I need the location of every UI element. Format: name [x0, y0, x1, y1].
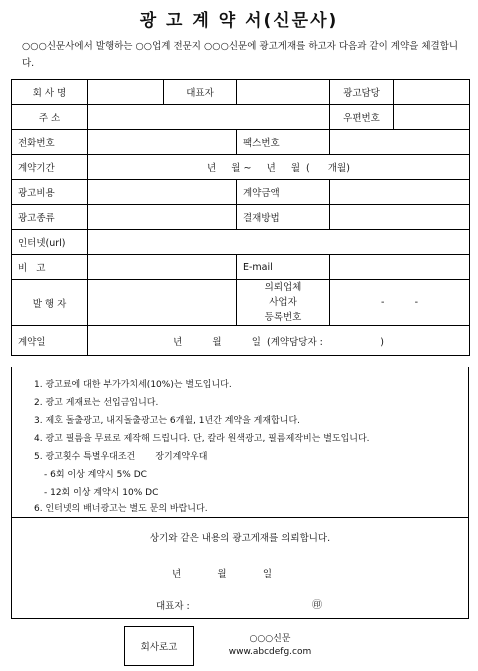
note-item: 6. 인터넷의 배너광고는 별도 문의 바랍니다.	[34, 504, 208, 514]
client-reg-line: 등록번호	[264, 312, 302, 323]
publisher-label: 발 행 자	[12, 280, 88, 326]
contract-date-field[interactable]: 년 월 일 (계약담당자 : )	[88, 326, 470, 356]
postal-code-label: 우편번호	[330, 105, 394, 130]
address-label: 주 소	[12, 105, 88, 130]
table-row	[12, 326, 470, 356]
address-field[interactable]	[88, 105, 330, 130]
terms-notes	[11, 367, 469, 518]
signature-section	[11, 518, 469, 619]
client-reg-line: 사업자	[269, 297, 297, 308]
seal-icon: ㊞	[312, 600, 322, 611]
note-item: 4. 광고 필름을 무료로 제작해 드립니다. 단, 칼라 원색광고, 필름제작비는 별도입니다.	[34, 434, 370, 444]
table-row	[12, 105, 470, 130]
ad-manager-label: 광고담당	[330, 80, 394, 105]
contract-amount-field[interactable]	[330, 180, 470, 205]
company-logo-box: 회사로고	[124, 626, 194, 666]
closing-statement: 상기와 같은 내용의 광고게재를 의뢰합니다.	[149, 533, 331, 544]
company-name-field[interactable]	[88, 80, 164, 105]
note-item: 5. 광고횟수 특별우대조건 장기계약우대	[34, 452, 208, 462]
contract-amount-label: 계약금액	[237, 180, 330, 205]
contract-form-table	[11, 79, 470, 356]
phone-label: 전화번호	[12, 130, 88, 155]
table-row	[12, 80, 470, 105]
fax-field[interactable]	[330, 130, 470, 155]
internet-url-label: 인터넷(url)	[12, 230, 88, 255]
payment-method-label: 결재방법	[237, 205, 330, 230]
table-row	[12, 130, 470, 155]
table-row	[12, 180, 470, 205]
company-name-label: 회 사 명	[12, 80, 88, 105]
date-line[interactable]: 년 월 일	[172, 569, 273, 580]
business-reg-number-field[interactable]: - -	[330, 280, 470, 326]
intro-text: ○○○신문사에서 발행하는 ○○업계 전문지 ○○○신문에 광고게재를 하고자 다음과 같이 계약을 체결합니다.	[22, 41, 459, 69]
remarks-label: 비 고	[12, 255, 88, 280]
email-field[interactable]	[330, 255, 470, 280]
remarks-field[interactable]	[88, 255, 237, 280]
payment-method-field[interactable]	[330, 205, 470, 230]
contract-date-label: 계약일	[12, 326, 88, 356]
postal-code-field[interactable]	[394, 105, 470, 130]
client-reg-line: 의뢰업체	[264, 282, 302, 293]
internet-url-field[interactable]	[88, 230, 470, 255]
ad-cost-label: 광고비용	[12, 180, 88, 205]
client-business-reg-label	[237, 280, 330, 326]
table-row	[12, 255, 470, 280]
document-title: 광 고 계 약 서(신문사)	[139, 11, 339, 31]
table-row	[12, 155, 470, 180]
table-row	[12, 230, 470, 255]
representative-field[interactable]	[237, 80, 330, 105]
publisher-field[interactable]	[88, 280, 237, 326]
representative-label: 대표자	[164, 80, 237, 105]
contract-period-label: 계약기간	[12, 155, 88, 180]
contract-period-field[interactable]: 년 월 ~ 년 월 ( 개월)	[88, 155, 470, 180]
company-name: ○○○신문	[249, 634, 291, 644]
note-item: 1. 광고료에 대한 부가가치세(10%)는 별도입니다.	[34, 380, 232, 390]
ad-type-label: 광고종류	[12, 205, 88, 230]
phone-field[interactable]	[88, 130, 237, 155]
note-sub-item: - 6회 이상 계약시 5% DC	[44, 470, 147, 480]
ad-manager-field[interactable]	[394, 80, 470, 105]
email-label: E-mail	[237, 255, 330, 280]
note-item: 3. 제호 돌출광고, 내지돌출광고는 6개월, 1년간 계약을 게재합니다.	[34, 416, 300, 426]
note-sub-item: - 12회 이상 계약시 10% DC	[44, 488, 159, 498]
company-info	[225, 633, 315, 659]
ad-cost-field[interactable]	[88, 180, 237, 205]
ad-type-field[interactable]	[88, 205, 237, 230]
note-item: 2. 광고 게재료는 선입금입니다.	[34, 398, 159, 408]
table-row	[12, 280, 470, 326]
fax-label: 팩스번호	[237, 130, 330, 155]
table-row	[12, 205, 470, 230]
representative-sign-label: 대표자 :	[156, 601, 190, 612]
company-website[interactable]: www.abcdefg.com	[228, 647, 312, 657]
